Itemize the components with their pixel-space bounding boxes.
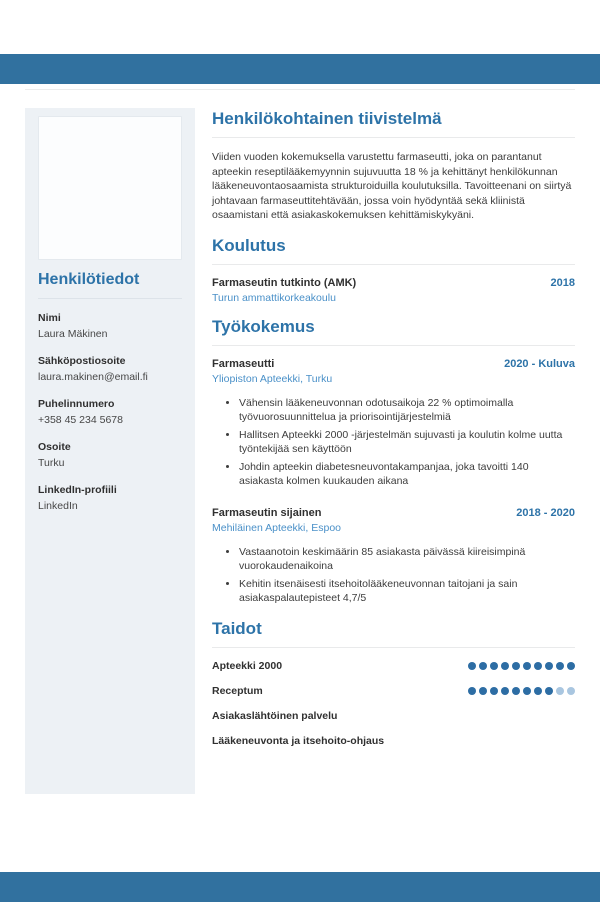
sidebar-title: Henkilötiedot: [38, 271, 182, 299]
job-bullet: • Hallitsen Apteekki 2000 -järjestelmän sujuvasti ja koulutin kolme uutta työntekijää sen käyttöön: [239, 428, 575, 457]
rating-dot-filled: [534, 687, 542, 695]
field-label: Nimi: [38, 312, 61, 324]
education-title: Koulutus: [212, 236, 575, 265]
personal-details-list: [38, 312, 182, 513]
job-bullet: • Vähensin lääkeneuvonnan odotusaikoja 22 % optimoimalla työvuorosuunnittelua ja priorisointijärjestelmiä: [239, 396, 575, 425]
field-label: LinkedIn-profiili: [38, 484, 117, 496]
skill-row: [212, 660, 575, 673]
cv-page: [0, 54, 600, 794]
skill-name: Apteekki 2000: [212, 660, 283, 672]
job-bullet: • Kehitin itsenäisesti itsehoitolääkeneuvonnan taitojani ja sain asiakaspalautepisteet 4,7/5: [239, 577, 575, 606]
rating-dot-filled: [534, 662, 542, 670]
linkedin-link[interactable]: LinkedIn: [38, 500, 78, 512]
rating-dot-filled: [468, 662, 476, 670]
rating-dot-filled: [501, 687, 509, 695]
field-label: Puhelinnumero: [38, 398, 115, 410]
rating-dot-filled: [545, 687, 553, 695]
section-experience: [212, 317, 575, 606]
experience-entry: [212, 358, 575, 489]
skill-name: Asiakaslähtöinen palvelu: [212, 710, 338, 722]
field-label: Osoite: [38, 441, 71, 453]
degree-title: Farmaseutin tutkinto (AMK): [212, 276, 357, 289]
name-divider: [25, 89, 575, 90]
experience-title: Työkokemus: [212, 317, 575, 346]
skill-row: [212, 735, 575, 748]
rating-dot-filled: [479, 662, 487, 670]
field-label: Sähköpostiosoite: [38, 355, 126, 367]
rating-dot-filled: [468, 687, 476, 695]
field-phone: [38, 398, 182, 427]
rating-dot-filled: [512, 687, 520, 695]
rating-dot-filled: [501, 662, 509, 670]
rating-dot-filled: [523, 662, 531, 670]
section-education: [212, 236, 575, 304]
rating-dot-empty: [556, 687, 564, 695]
education-entry: [212, 277, 575, 304]
rating-dot-filled: [490, 662, 498, 670]
field-name: [38, 312, 182, 341]
skill-row: [212, 685, 575, 698]
employer-link[interactable]: Yliopiston Apteekki, Turku: [212, 372, 333, 385]
field-value: laura.makinen@email.fi: [38, 371, 148, 383]
school-link[interactable]: Turun ammattikorkeakoulu: [212, 291, 336, 304]
job-bullet: • Vastaanotoin keskimäärin 85 asiakasta päivässä kiireisimpinä vuorokaudenaikoina: [239, 545, 575, 574]
profile-photo-placeholder: [38, 116, 182, 260]
job-bullet: • Johdin apteekin diabetesneuvontakampanjaa, joka tavoitti 140 asiakasta kolmen kuukauden aikana: [239, 460, 575, 489]
section-summary: [212, 109, 575, 223]
skill-row: [212, 710, 575, 723]
skills-title: Taidot: [212, 619, 575, 648]
skill-rating-dots: [468, 687, 575, 695]
job-bullet-list: [212, 545, 575, 606]
rating-dot-filled: [512, 662, 520, 670]
skill-rating-dots: [468, 662, 575, 670]
rating-dot-filled: [490, 687, 498, 695]
rating-dot-filled: [545, 662, 553, 670]
summary-text: Viiden vuoden kokemuksella varustettu farmaseutti, joka on parantanut apteekin reseptilääkemyynnin sujuvuutta 18 % ja kehittänyt henkilökunnan lääkeneuvontaosaamista strukturoiduilla koulutuksilla. Tavoitteenani on siirtyä johtavaan farmaseuttitehtävään, jossa voin hyödyntää sekä kliinistä osaamistani että asiakaskokemuksen kehittämiskykyäni.: [212, 151, 572, 221]
job-dates: 2018 - 2020: [516, 506, 575, 519]
rating-dot-empty: [567, 687, 575, 695]
bottom-accent-bar: [0, 872, 600, 902]
job-title: Farmaseutin sijainen: [212, 506, 322, 519]
top-accent-bar: [0, 54, 600, 84]
field-value: +358 45 234 5678: [38, 414, 123, 426]
sidebar: [25, 108, 195, 794]
rating-dot-filled: [567, 662, 575, 670]
job-title: Farmaseutti: [212, 357, 275, 370]
rating-dot-filled: [479, 687, 487, 695]
field-email: [38, 355, 182, 384]
job-dates: 2020 - Kuluva: [504, 357, 575, 370]
field-linkedin: [38, 484, 182, 513]
field-value: Turku: [38, 457, 65, 469]
field-address: [38, 441, 182, 470]
employer-link[interactable]: Mehiläinen Apteekki, Espoo: [212, 521, 341, 534]
rating-dot-filled: [523, 687, 531, 695]
field-value: Laura Mäkinen: [38, 328, 108, 340]
education-dates: 2018: [550, 276, 575, 289]
skill-name: Lääkeneuvonta ja itsehoito-ohjaus: [212, 735, 385, 747]
main-column: [212, 108, 575, 794]
experience-entry: [212, 507, 575, 606]
summary-title: Henkilökohtainen tiivistelmä: [212, 109, 575, 138]
rating-dot-filled: [556, 662, 564, 670]
job-bullet-list: [212, 396, 575, 489]
section-skills: [212, 619, 575, 748]
skill-name: Receptum: [212, 685, 263, 697]
